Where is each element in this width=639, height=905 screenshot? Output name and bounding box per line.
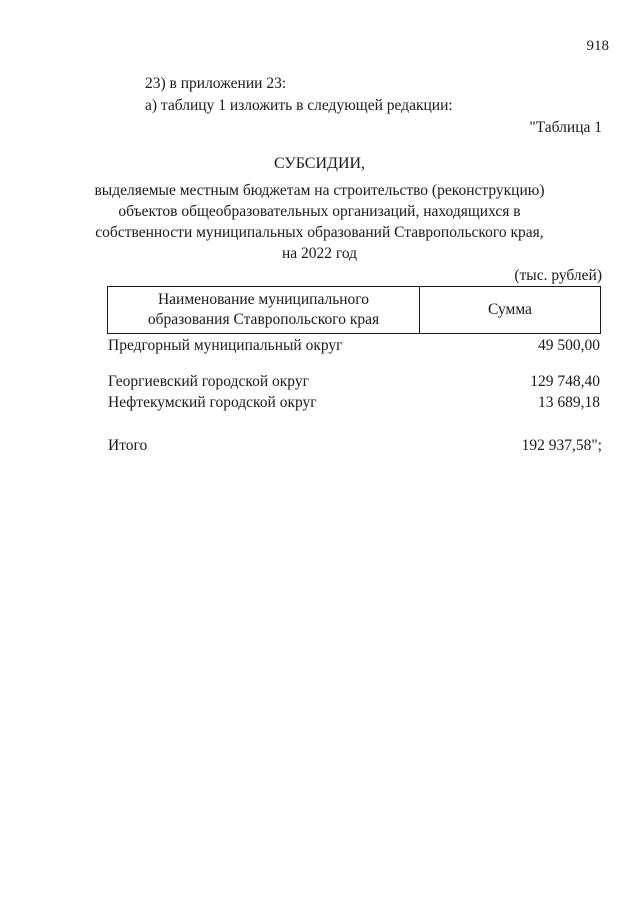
table-row-value: 129 748,40 (530, 373, 600, 390)
column-header-sum: Сумма (488, 301, 532, 318)
table-row-name: Предгорный муниципальный округ (108, 337, 343, 354)
table-row-value: 49 500,00 (538, 337, 600, 354)
total-label: Итого (108, 437, 148, 454)
page-number: 918 (586, 38, 609, 54)
subtitle-line: объектов общеобразовательных организаций, находящихся в (118, 203, 521, 220)
column-header-name (108, 287, 420, 333)
table-row-value: 13 689,18 (538, 394, 600, 411)
table-reference: "Таблица 1 (529, 119, 602, 136)
item-subitem: а) таблицу 1 изложить в следующей редакции: (145, 97, 453, 114)
total-value: 192 937,58"; (521, 437, 602, 454)
units-label: (тыс. рублей) (514, 267, 602, 284)
table-row-name: Георгиевский городской округ (108, 373, 309, 390)
table-row-name: Нефтекумский городской округ (108, 394, 317, 411)
subtitle-line: выделяемые местным бюджетам на строительство (реконструкцию) (94, 182, 545, 199)
item-intro: 23) в приложении 23: (145, 75, 287, 92)
document-title: СУБСИДИИ, (273, 155, 366, 172)
subtitle-line: на 2022 год (281, 245, 358, 262)
subtitle-line: собственности муниципальных образований Ставропольского края, (95, 224, 544, 241)
column-header-name-line: Наименование муниципального (157, 291, 370, 308)
column-header-name-line: образования Ставропольского края (147, 311, 380, 328)
table-header (107, 286, 601, 334)
